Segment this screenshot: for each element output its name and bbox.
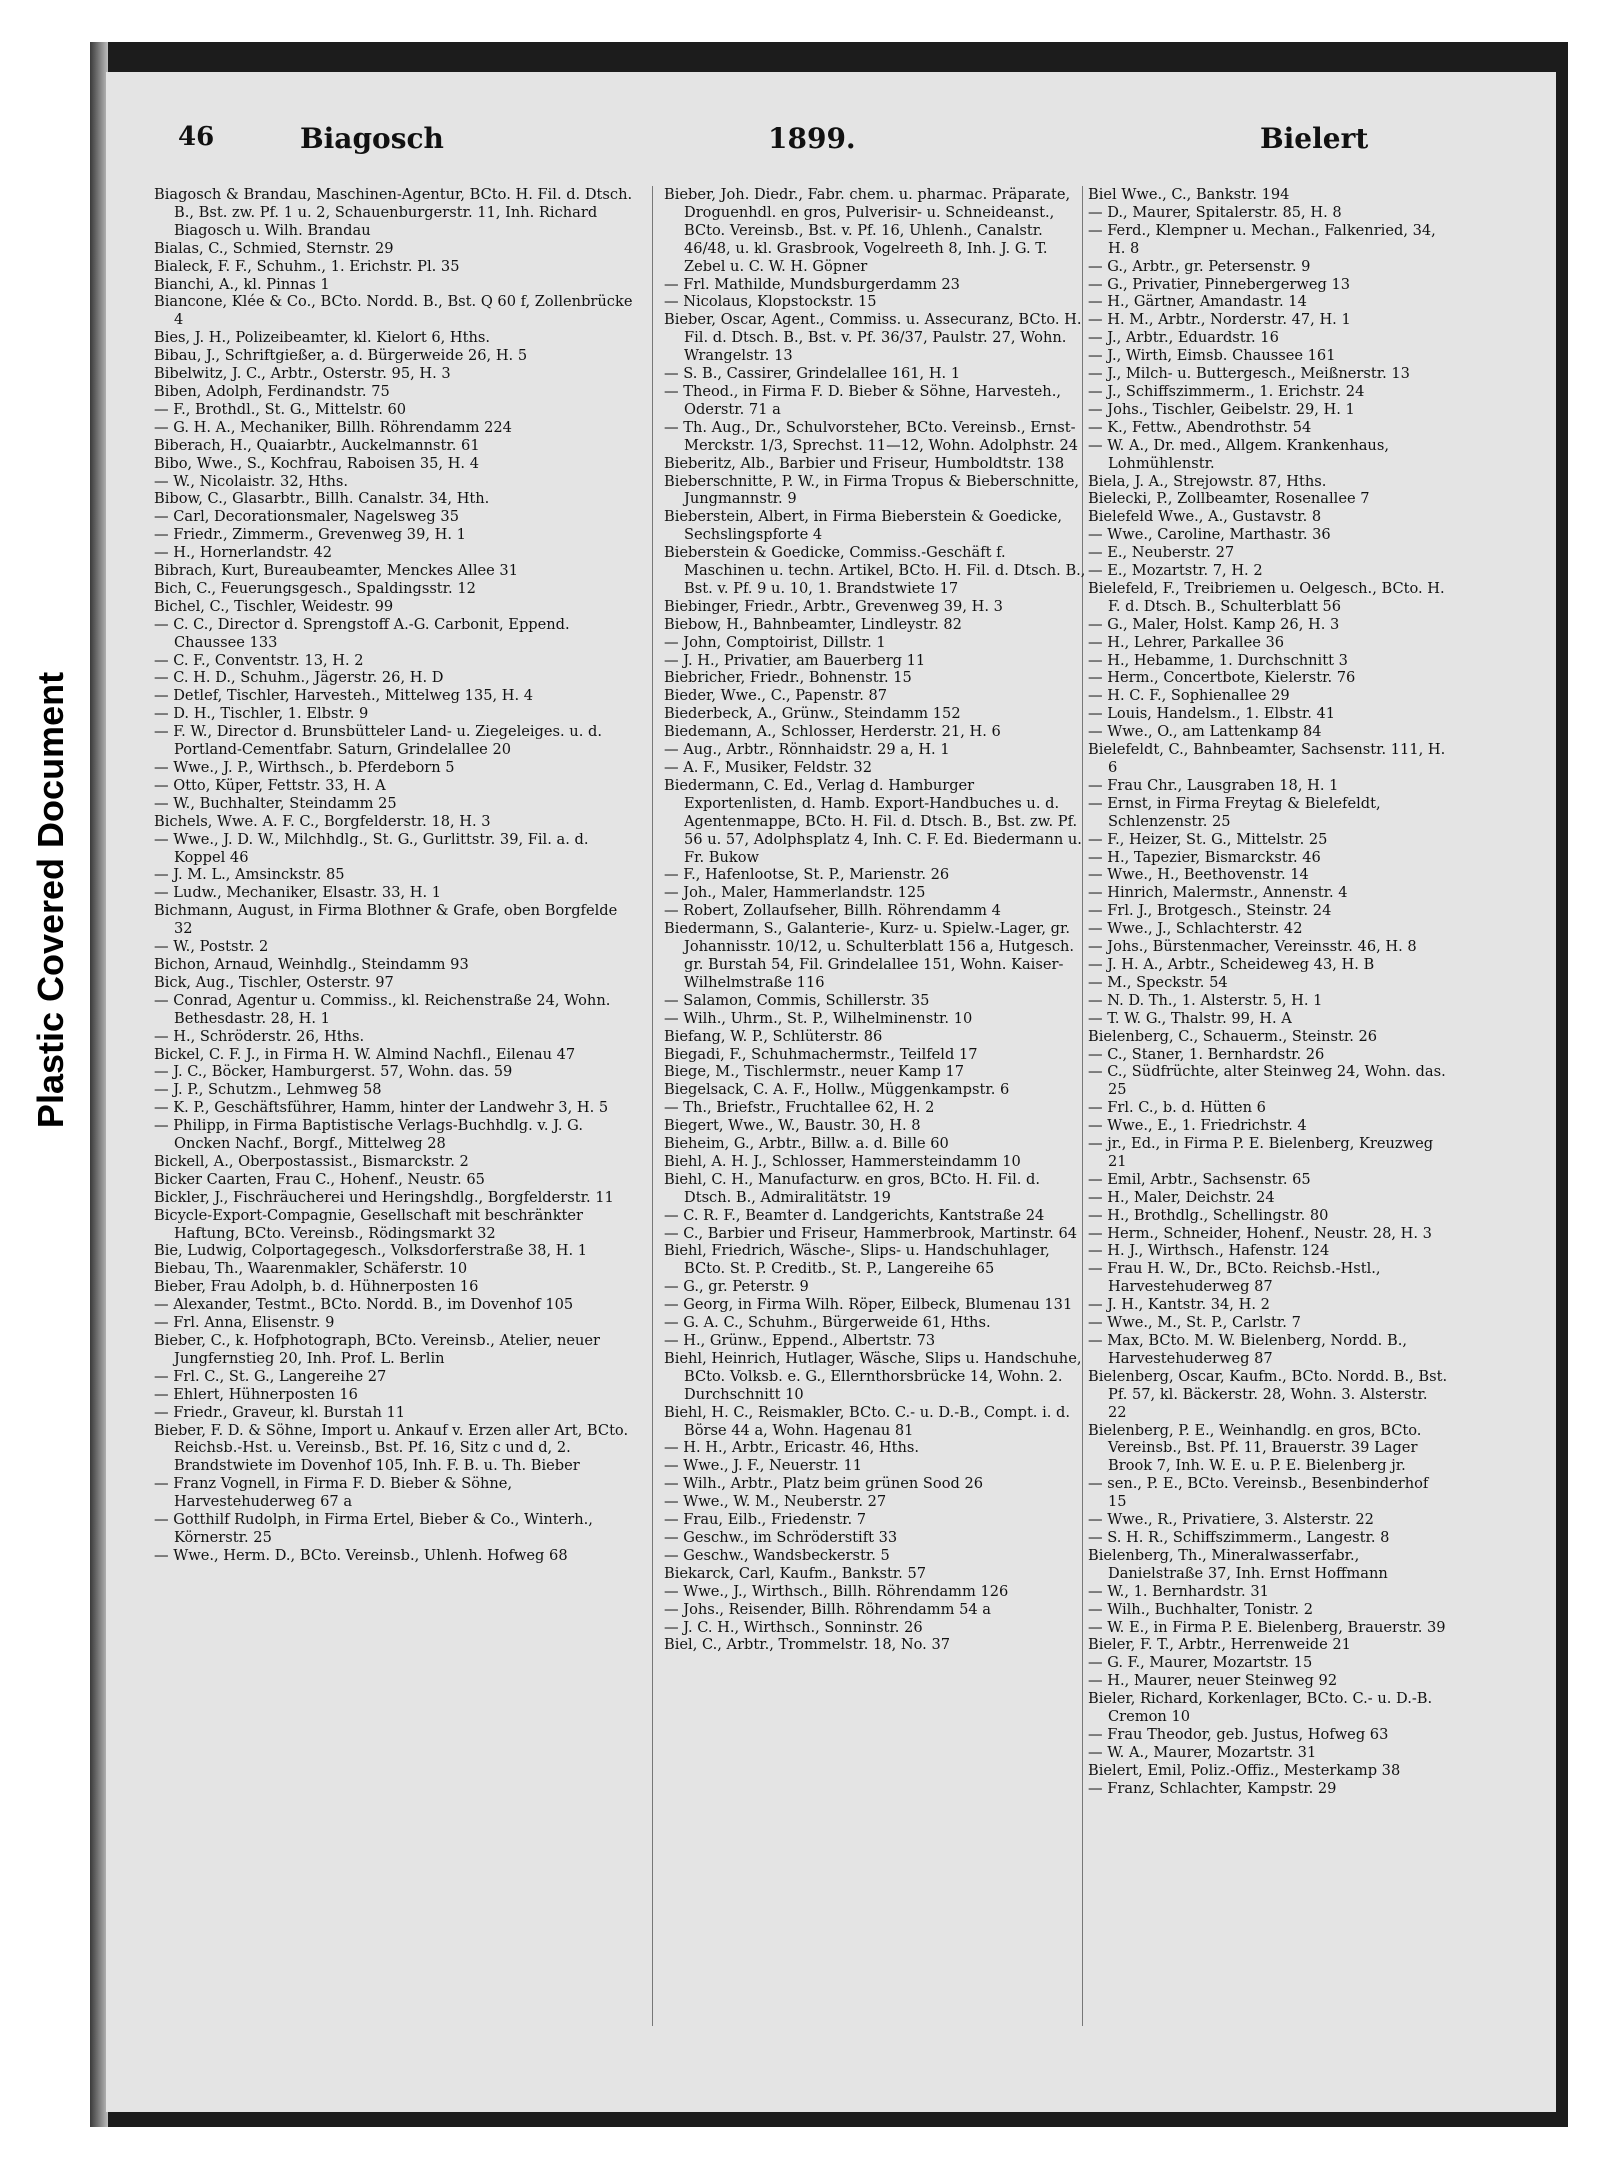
directory-entry: — Wwe., J. F., Neuerstr. 11 xyxy=(664,1457,863,1475)
directory-entry: — G. H. A., Mechaniker, Billh. Röhrendamm 224 xyxy=(154,418,512,436)
directory-entry: — Carl, Decorationsmaler, Nagelsweg 35 xyxy=(154,508,459,526)
directory-entry: Biel Wwe., C., Bankstr. 194 xyxy=(1088,186,1290,203)
directory-entry: — Wwe., H., Beethovenstr. 14 xyxy=(1088,866,1309,884)
right-running-head: Bielert xyxy=(1260,122,1369,155)
directory-entry: — M., Speckstr. 54 xyxy=(1088,973,1228,991)
directory-entry: Bieder, Wwe., C., Papenstr. 87 xyxy=(664,687,888,705)
directory-entry: Bieber, F. D. & Söhne, Import u. Ankauf v. Erzen aller Art, BCto. Reichsb.-Hst. u. Vereinsb., Bst. Pf. 16, Sitz c und d, 2. Brandstwiete im Dovenhof 105, Inh. F. B. u. Th. Bieber xyxy=(154,1421,629,1475)
directory-entry: — W., Poststr. 2 xyxy=(154,938,269,956)
directory-entry: Biedemann, A., Schlosser, Herderstr. 21, H. 6 xyxy=(664,723,1001,741)
directory-entry: — J., Milch- u. Buttergesch., Meißnerstr. 13 xyxy=(1088,365,1410,383)
directory-entry: Biehl, H. C., Reismakler, BCto. C.- u. D.-B., Compt. i. d. Börse 44 a, Wohn. Hagenau 81 xyxy=(664,1403,1071,1439)
directory-entry: — J. H., Kantstr. 34, H. 2 xyxy=(1088,1296,1270,1314)
directory-entry: — H., Lehrer, Parkallee 36 xyxy=(1088,633,1285,651)
directory-entry: — Wwe., E., 1. Friedrichstr. 4 xyxy=(1088,1117,1307,1135)
directory-entry: — C., Barbier und Friseur, Hammerbrook, Martinstr. 64 xyxy=(664,1224,1078,1242)
directory-entry: — Th. Aug., Dr., Schulvorsteher, BCto. Vereinsb., Ernst-Merckstr. 1/3, Sprechst. 11—12, Wohn. Adolphstr. 24 xyxy=(664,418,1079,454)
directory-entry: Bie, Ludwig, Colportagegesch., Volksdorferstraße 38, H. 1 xyxy=(154,1242,588,1260)
directory-entry: Biancone, Klée & Co., BCto. Nordd. B., Bst. Q 60 f, Zollenbrücke 4 xyxy=(154,293,633,329)
directory-entry: Biebau, Th., Waarenmakler, Schäferstr. 10 xyxy=(154,1260,468,1278)
directory-entry: — H., Grünw., Eppend., Albertstr. 73 xyxy=(664,1332,936,1349)
directory-entry: — Ehlert, Hühnerposten 16 xyxy=(154,1385,358,1403)
directory-entry: Bichon, Arnaud, Weinhdlg., Steindamm 93 xyxy=(154,955,469,973)
directory-entry: — H. M., Arbtr., Norderstr. 47, H. 1 xyxy=(1088,311,1351,329)
directory-entry: — Frau, Eilb., Friedenstr. 7 xyxy=(664,1511,867,1529)
directory-entry: Bielert, Emil, Poliz.-Offiz., Mesterkamp 38 xyxy=(1088,1761,1401,1779)
directory-entry: — Emil, Arbtr., Sachsenstr. 65 xyxy=(1088,1170,1311,1188)
directory-entry: — H., Tapezier, Bismarckstr. 46 xyxy=(1088,848,1321,866)
directory-entry: — Robert, Zollaufseher, Billh. Röhrendamm 4 xyxy=(664,902,1001,920)
directory-entry: — H. C. F., Sophienallee 29 xyxy=(1088,687,1290,705)
directory-entry: — Wwe., Caroline, Marthastr. 36 xyxy=(1088,526,1331,544)
directory-entry: Bichels, Wwe. A. F. C., Borgfelderstr. 18, H. 3 xyxy=(154,812,491,830)
directory-entry: — F., Brothdl., St. G., Mittelstr. 60 xyxy=(154,400,407,418)
directory-entry: — Alexander, Testmt., BCto. Nordd. B., im Dovenhof 105 xyxy=(154,1296,574,1314)
directory-entry: Bibrach, Kurt, Bureaubeamter, Menckes Allee 31 xyxy=(154,562,518,580)
page-number: 46 xyxy=(178,122,215,152)
directory-entry: Bieheim, G., Arbtr., Billw. a. d. Bille 60 xyxy=(664,1135,949,1153)
plastic-covered-text: Plastic Covered Document xyxy=(30,671,72,1129)
directory-entry: — Friedr., Graveur, kl. Burstah 11 xyxy=(154,1403,406,1421)
directory-entry: Bibelwitz, J. C., Arbtr., Osterstr. 95, H. 3 xyxy=(154,365,451,383)
directory-entry: — Detlef, Tischler, Harvesteh., Mittelweg 135, H. 4 xyxy=(154,687,534,705)
directory-entry: Biela, J. A., Strejowstr. 87, Hths. xyxy=(1088,472,1327,490)
directory-entry: Bieler, F. T., Arbtr., Herrenweide 21 xyxy=(1088,1636,1351,1654)
directory-entry: — Wwe., W. M., Neuberstr. 27 xyxy=(664,1493,887,1511)
directory-entry: — Joh., Maler, Hammerlandstr. 125 xyxy=(664,884,926,902)
directory-entry: — D., Maurer, Spitalerstr. 85, H. 8 xyxy=(1088,203,1342,221)
directory-entry: Bielefeld, F., Treibriemen u. Oelgesch., BCto. H. F. d. Dtsch. B., Schulterblatt 56 xyxy=(1088,579,1445,615)
directory-entry: — Louis, Handelsm., 1. Elbstr. 41 xyxy=(1088,705,1336,723)
directory-entry: — W., Buchhalter, Steindamm 25 xyxy=(154,794,397,812)
directory-entry: — Wwe., J., Schlachterstr. 42 xyxy=(1088,920,1303,938)
directory-entry: Bickell, A., Oberpostassist., Bismarckstr. 2 xyxy=(154,1152,469,1170)
directory-entry: — W. A., Dr. med., Allgem. Krankenhaus, Lohmühlenstr. xyxy=(1088,436,1389,472)
directory-entry: Biegert, Wwe., W., Baustr. 30, H. 8 xyxy=(664,1117,921,1135)
directory-entry: Bialas, C., Schmied, Sternstr. 29 xyxy=(154,239,394,257)
directory-entry: — H. H., Arbtr., Ericastr. 46, Hths. xyxy=(664,1439,920,1457)
directory-entry: — Geschw., im Schröderstift 33 xyxy=(664,1528,898,1546)
directory-entry: — Frau Chr., Lausgraben 18, H. 1 xyxy=(1088,776,1339,794)
directory-entry: — H., Hebamme, 1. Durchschnitt 3 xyxy=(1088,651,1348,669)
directory-entry: Bich, C., Feuerungsgesch., Spaldingsstr. 12 xyxy=(154,579,476,597)
directory-entry: — K. P., Geschäftsführer, Hamm, hinter der Landwehr 3, H. 5 xyxy=(154,1099,609,1117)
directory-entry: — J. H. A., Arbtr., Scheideweg 43, H. B xyxy=(1088,955,1375,973)
directory-entry: — H., Brothdlg., Schellingstr. 80 xyxy=(1088,1206,1329,1224)
directory-entry: Biehl, A. H. J., Schlosser, Hammersteindamm 10 xyxy=(664,1152,1021,1170)
directory-entry: — F., Hafenlootse, St. P., Marienstr. 26 xyxy=(664,866,950,884)
directory-entry: — John, Comptoirist, Dillstr. 1 xyxy=(664,633,886,651)
directory-entry: — jr., Ed., in Firma P. E. Bielenberg, Kreuzweg 21 xyxy=(1088,1135,1434,1170)
directory-entry: — J. C., Böcker, Hamburgerst. 57, Wohn. das. 59 xyxy=(154,1063,513,1081)
directory-entry: Bieber, Oscar, Agent., Commiss. u. Assecuranz, BCto. H. Fil. d. Dtsch. B., Bst. v. Pf. 36/37, Paulstr. 27, Wohn. Wrangelstr. 13 xyxy=(664,311,1082,365)
directory-column-1 xyxy=(154,186,634,2026)
directory-entry: — J. C. H., Wirthsch., Sonninstr. 26 xyxy=(664,1618,923,1636)
directory-entry: Biberach, H., Quaiarbtr., Auckelmannstr. 61 xyxy=(154,436,480,454)
directory-entry: Biege, M., Tischlermstr., neuer Kamp 17 xyxy=(664,1063,965,1081)
directory-entry: — W., 1. Bernhardstr. 31 xyxy=(1088,1582,1269,1600)
directory-entry: — C. H. D., Schuhm., Jägerstr. 26, H. D xyxy=(154,669,444,687)
directory-entry: Bieberitz, Alb., Barbier und Friseur, Humboldtstr. 138 xyxy=(664,454,1065,472)
directory-entry: — Friedr., Zimmerm., Grevenweg 39, H. 1 xyxy=(154,526,466,544)
directory-entry: — Aug., Arbtr., Rönnhaidstr. 29 a, H. 1 xyxy=(664,741,950,759)
directory-entry: Bielenberg, Oscar, Kaufm., BCto. Nordd. B., Bst. Pf. 57, kl. Bäckerstr. 28, Wohn. 3. Alsterstr. 22 xyxy=(1088,1367,1448,1421)
directory-entry: — Johs., Reisender, Billh. Röhrendamm 54 a xyxy=(664,1600,991,1618)
directory-entry: — W., Nicolaistr. 32, Hths. xyxy=(154,472,348,490)
directory-entry: Biben, Adolph, Ferdinandstr. 75 xyxy=(154,382,390,400)
directory-entry: — G., Maler, Holst. Kamp 26, H. 3 xyxy=(1088,615,1340,633)
directory-entry: — Frl. C., b. d. Hütten 6 xyxy=(1088,1099,1266,1117)
directory-entry: — G., Privatier, Pinnebergerweg 13 xyxy=(1088,275,1351,293)
directory-entry: — F. W., Director d. Brunsbütteler Land- u. Ziegeleiges. u. d. Portland-Cementfabr. Saturn, Grindelallee 20 xyxy=(154,723,602,759)
directory-entry: — Otto, Küper, Fettstr. 33, H. A xyxy=(154,776,386,794)
directory-entry: Biedermann, S., Galanterie-, Kurz- u. Spielw.-Lager, gr. Johannisstr. 10/12, u. Schulterblatt 156 a, Hutgesch. gr. Burstah 54, Fil. Grindelallee 151, Wohn. Kaiser-Wilhelmstraße 116 xyxy=(664,920,1075,991)
directory-entry: — Gotthilf Rudolph, in Firma Ertel, Bieber & Co., Winterh., Körnerstr. 25 xyxy=(154,1511,593,1546)
directory-column-3 xyxy=(1088,186,1448,2026)
directory-entry: — Ernst, in Firma Freytag & Bielefeldt, Schlenzenstr. 25 xyxy=(1088,794,1381,830)
directory-entry: — H., Maurer, neuer Steinweg 92 xyxy=(1088,1672,1338,1690)
directory-entry: — Wwe., J., Wirthsch., Billh. Röhrendamm 126 xyxy=(664,1582,1009,1600)
directory-entry: — sen., P. E., BCto. Vereinsb., Besenbinderhof 15 xyxy=(1088,1475,1429,1511)
directory-entry: — Nicolaus, Klopstockstr. 15 xyxy=(664,293,877,311)
directory-entry: — J. H., Privatier, am Bauerberg 11 xyxy=(664,651,926,669)
directory-entry: — Geschw., Wandsbeckerstr. 5 xyxy=(664,1546,890,1564)
directory-entry: Biebinger, Friedr., Arbtr., Grevenweg 39, H. 3 xyxy=(664,597,1003,615)
directory-entry: Biagosch & Brandau, Maschinen-Agentur, BCto. H. Fil. d. Dtsch. B., Bst. zw. Pf. 1 u. 2, Schauenburgerstr. 11, Inh. Richard Biagosch u. Wilh. Brandau xyxy=(154,186,633,239)
directory-entry: Bibo, Wwe., S., Kochfrau, Raboisen 35, H. 4 xyxy=(154,454,479,472)
directory-entry: — Hinrich, Malermstr., Annenstr. 4 xyxy=(1088,884,1348,902)
directory-entry: Bickler, J., Fischräucherei und Heringshdlg., Borgfelderstr. 11 xyxy=(154,1188,614,1206)
directory-entry: Bieberschnitte, P. W., in Firma Tropus & Bieberschnitte, Jungmannstr. 9 xyxy=(664,472,1080,508)
directory-entry: Bielefeld Wwe., A., Gustavstr. 8 xyxy=(1088,508,1322,526)
directory-entry: — J. M. L., Amsinckstr. 85 xyxy=(154,866,345,884)
directory-entry: Bieler, Richard, Korkenlager, BCto. C.- u. D.-B. Cremon 10 xyxy=(1088,1690,1433,1726)
directory-entry: Bichel, C., Tischler, Weidestr. 99 xyxy=(154,597,394,615)
directory-entry: — Philipp, in Firma Baptistische Verlags-Buchhdlg. v. J. G. Oncken Nachf., Borgf., Mittelweg 28 xyxy=(154,1117,583,1153)
directory-entry: Bielenberg, P. E., Weinhandlg. en gros, BCto. Vereinsb., Bst. Pf. 11, Brauerstr. 39 Lager Brook 7, Inh. W. E. u. P. E. Bielenberg jr. xyxy=(1088,1421,1422,1475)
directory-entry: — Wilh., Buchhalter, Tonistr. 2 xyxy=(1088,1600,1313,1618)
directory-entry: Bicycle-Export-Compagnie, Gesellschaft mit beschränkter Haftung, BCto. Vereinsb., Rödingsmarkt 32 xyxy=(154,1206,584,1242)
directory-entry: — E., Neuberstr. 27 xyxy=(1088,544,1235,562)
directory-entry: — Frl. J., Brotgesch., Steinstr. 24 xyxy=(1088,902,1332,920)
directory-entry: Bielenberg, Th., Mineralwasserfabr., Danielstraße 37, Inh. Ernst Hoffmann xyxy=(1088,1546,1388,1582)
directory-entry: — H., Maler, Deichstr. 24 xyxy=(1088,1188,1275,1206)
directory-entry: — H., Schröderstr. 26, Hths. xyxy=(154,1027,365,1045)
directory-entry: Bianchi, A., kl. Pinnas 1 xyxy=(154,275,330,293)
directory-entry: — Herm., Concertbote, Kielerstr. 76 xyxy=(1088,669,1356,687)
directory-entry: — C. C., Director d. Sprengstoff A.-G. Carbonit, Eppend. Chaussee 133 xyxy=(154,615,570,651)
directory-entry: — Wilh., Uhrm., St. P., Wilhelminenstr. 10 xyxy=(664,1009,973,1027)
directory-entry: Bickel, C. F. J., in Firma H. W. Almind Nachfl., Eilenau 47 xyxy=(154,1045,576,1063)
directory-entry: Bichmann, August, in Firma Blothner & Grafe, oben Borgfelde 32 xyxy=(154,902,618,938)
directory-entry: — C. R. F., Beamter d. Landgerichts, Kantstraße 24 xyxy=(664,1206,1045,1224)
directory-entry: — N. D. Th., 1. Alsterstr. 5, H. 1 xyxy=(1088,991,1323,1009)
directory-entry: — Georg, in Firma Wilh. Röper, Eilbeck, Blumenau 131 xyxy=(664,1296,1073,1314)
directory-entry: — Ferd., Klempner u. Mechan., Falkenried, 34, H. 8 xyxy=(1088,221,1436,257)
directory-entry: — Wwe., Herm. D., BCto. Vereinsb., Uhlenh. Hofweg 68 xyxy=(154,1546,568,1564)
directory-entry: Biegelsack, C. A. F., Hollw., Müggenkampstr. 6 xyxy=(664,1081,1010,1099)
directory-entry: Bieberstein, Albert, in Firma Bieberstein & Goedicke, Sechslingspforte 4 xyxy=(664,508,1062,544)
directory-entry: Bick, Aug., Tischler, Osterstr. 97 xyxy=(154,973,394,991)
directory-entry: — Wwe., J. D. W., Milchhdlg., St. G., Gurlittstr. 39, Fil. a. d. Koppel 46 xyxy=(154,830,589,866)
directory-entry: — H. J., Wirthsch., Hafenstr. 124 xyxy=(1088,1242,1330,1260)
directory-entry: — C. F., Conventstr. 13, H. 2 xyxy=(154,651,364,669)
directory-entry: — Wwe., M., St. P., Carlstr. 7 xyxy=(1088,1314,1301,1332)
directory-entry: — J. P., Schutzm., Lehmweg 58 xyxy=(154,1081,382,1099)
directory-entry: Bieber, Joh. Diedr., Fabr. chem. u. pharmac. Präparate, Droguenhdl. en gros, Pulverisir- u. Schneideanst., BCto. Vereinsb., Bst. v. Pf. 16, Uhlenh., Canalstr. 46/48, u. kl. Grasbrook, Vogelreeth 8, Inh. J. G. T. Zebel u. C. W. H. Göpner xyxy=(664,186,1071,275)
directory-entry: Biederbeck, A., Grünw., Steindamm 152 xyxy=(664,705,961,723)
directory-entry: — D. H., Tischler, 1. Elbstr. 9 xyxy=(154,705,369,723)
directory-entry: — A. F., Musiker, Feldstr. 32 xyxy=(664,759,872,776)
directory-entry: — Max, BCto. M. W. Bielenberg, Nordd. B., Harvestehuderweg 87 xyxy=(1088,1332,1407,1367)
directory-entry: — G., gr. Peterstr. 9 xyxy=(664,1278,809,1296)
directory-entry: — G. F., Maurer, Mozartstr. 15 xyxy=(1088,1654,1313,1672)
directory-entry: — J., Schiffszimmerm., 1. Erichstr. 24 xyxy=(1088,382,1365,400)
directory-entry: — H., Hornerlandstr. 42 xyxy=(154,544,333,562)
year-heading: 1899. xyxy=(768,122,856,155)
directory-entry: — Wwe., R., Privatiere, 3. Alsterstr. 22 xyxy=(1088,1511,1374,1529)
directory-entry: — E., Mozartstr. 7, H. 2 xyxy=(1088,562,1263,580)
directory-entry: — Frl. C., St. G., Langereihe 27 xyxy=(154,1367,387,1385)
directory-entry: Biebow, H., Bahnbeamter, Lindleystr. 82 xyxy=(664,615,962,633)
page-header xyxy=(0,122,1600,166)
directory-entry: — W. A., Maurer, Mozartstr. 31 xyxy=(1088,1743,1317,1761)
directory-entry: Bieberstein & Goedicke, Commiss.-Geschäft f. Maschinen u. techn. Artikel, BCto. H. Fil. d. Dtsch. B., Bst. v. Pf. 9 u. 10, 1. Brandstwiete 17 xyxy=(664,544,1086,597)
directory-entry: Bielenberg, C., Schauerm., Steinstr. 26 xyxy=(1088,1027,1378,1045)
directory-entry: Biekarck, Carl, Kaufm., Bankstr. 57 xyxy=(664,1564,927,1582)
directory-entry: Biedermann, C. Ed., Verlag d. Hamburger Exportenlisten, d. Hamb. Export-Handbuches u. d. Agentenmappe, BCto. H. Fil. d. Dtsch. B., Bst. zw. Pf. 56 u. 57, Adolphsplatz 4, Inh. C. F. Ed. Biedermann u. Fr. Bukow xyxy=(664,776,1082,866)
directory-entry: Biehl, Friedrich, Wäsche-, Slips- u. Handschuhlager, BCto. St. P. Creditb., St. P., Langereihe 65 xyxy=(664,1242,1050,1278)
directory-column-2 xyxy=(664,186,1090,2026)
directory-entry: — Conrad, Agentur u. Commiss., kl. Reichenstraße 24, Wohn. Bethesdastr. 28, H. 1 xyxy=(154,991,611,1027)
directory-entry: — Franz Vognell, in Firma F. D. Bieber & Söhne, Harvestehuderweg 67 a xyxy=(154,1475,513,1511)
directory-entry: — Salamon, Commis, Schillerstr. 35 xyxy=(664,991,930,1009)
directory-entry: — T. W. G., Thalstr. 99, H. A xyxy=(1088,1009,1292,1027)
directory-entry: Bibow, C., Glasarbtr., Billh. Canalstr. 34, Hth. xyxy=(154,490,490,508)
directory-entry: Bielefeldt, C., Bahnbeamter, Sachsenstr. 111, H. 6 xyxy=(1088,741,1446,776)
directory-entry: — Th., Briefstr., Fruchtallee 62, H. 2 xyxy=(664,1099,935,1117)
directory-entry: — Frau H. W., Dr., BCto. Reichsb.-Hstl., Harvestehuderweg 87 xyxy=(1088,1260,1381,1296)
directory-entry: — S. H. R., Schiffszimmerm., Langestr. 8 xyxy=(1088,1528,1390,1546)
directory-entry: — Johs., Tischler, Geibelstr. 29, H. 1 xyxy=(1088,400,1355,418)
directory-entry: — Wilh., Arbtr., Platz beim grünen Sood 26 xyxy=(664,1475,984,1493)
directory-entry: — Herm., Schneider, Hohenf., Neustr. 28, H. 3 xyxy=(1088,1224,1432,1242)
directory-entry: — Johs., Bürstenmacher, Vereinsstr. 46, H. 8 xyxy=(1088,938,1417,956)
directory-entry: — Frl. Mathilde, Mundsburgerdamm 23 xyxy=(664,275,960,293)
directory-entry: — G. A. C., Schuhm., Bürgerweide 61, Hths. xyxy=(664,1314,991,1332)
directory-entry: — Franz, Schlachter, Kampstr. 29 xyxy=(1088,1779,1337,1797)
directory-entry: — G., Arbtr., gr. Petersenstr. 9 xyxy=(1088,257,1311,275)
directory-entry: Biefang, W. P., Schlüterstr. 86 xyxy=(664,1027,883,1045)
directory-entry: — K., Fettw., Abendrothstr. 54 xyxy=(1088,418,1312,436)
directory-entry: Bies, J. H., Polizeibeamter, kl. Kielort 6, Hths. xyxy=(154,329,491,347)
directory-entry: Bicker Caarten, Frau C., Hohenf., Neustr. 65 xyxy=(154,1170,485,1188)
directory-entry: — Wwe., O., am Lattenkamp 84 xyxy=(1088,723,1322,741)
directory-entry: — C., Staner, 1. Bernhardstr. 26 xyxy=(1088,1045,1325,1063)
directory-entry: — C., Südfrüchte, alter Steinweg 24, Wohn. das. 25 xyxy=(1088,1063,1446,1099)
directory-entry: Biehl, C. H., Manufacturw. en gros, BCto. H. Fil. d. Dtsch. B., Admiralitätstr. 19 xyxy=(664,1170,1041,1206)
directory-entry: Biebricher, Friedr., Bohnenstr. 15 xyxy=(664,669,912,687)
directory-entry: — Theod., in Firma F. D. Bieber & Söhne, Harvesteh., Oderstr. 71 a xyxy=(664,382,1061,418)
column-divider xyxy=(652,186,653,2026)
directory-entry: — Wwe., J. P., Wirthsch., b. Pferdeborn 5 xyxy=(154,759,455,776)
directory-entry: — S. B., Cassirer, Grindelallee 161, H. 1 xyxy=(664,365,961,383)
directory-entry: — J., Arbtr., Eduardstr. 16 xyxy=(1088,329,1279,347)
directory-entry: Biel, C., Arbtr., Trommelstr. 18, No. 37 xyxy=(664,1636,951,1654)
directory-entry: Bialeck, F. F., Schuhm., 1. Erichstr. Pl. 35 xyxy=(154,257,460,275)
directory-entry: Biehl, Heinrich, Hutlager, Wäsche, Slips u. Handschuhe, BCto. Volksb. e. G., Ellernthorsbrücke 14, Wohn. 2. Durchschnitt 10 xyxy=(664,1349,1082,1403)
plastic-covered-label xyxy=(18,520,84,1280)
directory-entry: — Ludw., Mechaniker, Elsastr. 33, H. 1 xyxy=(154,884,442,902)
left-running-head: Biagosch xyxy=(300,122,444,155)
directory-entry: Bieber, C., k. Hofphotograph, BCto. Vereinsb., Atelier, neuer Jungfernstieg 20, Inh. Prof. L. Berlin xyxy=(154,1332,601,1367)
directory-entry: — H., Gärtner, Amandastr. 14 xyxy=(1088,293,1307,311)
directory-entry: Bieber, Frau Adolph, b. d. Hühnerposten 16 xyxy=(154,1278,479,1296)
directory-entry: — W. E., in Firma P. E. Bielenberg, Brauerstr. 39 xyxy=(1088,1618,1446,1636)
directory-entry: — J., Wirth, Eimsb. Chaussee 161 xyxy=(1088,347,1336,365)
directory-entry: — Frau Theodor, geb. Justus, Hofweg 63 xyxy=(1088,1725,1389,1743)
directory-entry: — Frl. Anna, Elisenstr. 9 xyxy=(154,1314,335,1332)
directory-entry: Biegadi, F., Schuhmachermstr., Teilfeld 17 xyxy=(664,1045,978,1063)
directory-entry: Bielecki, P., Zollbeamter, Rosenallee 7 xyxy=(1088,490,1370,508)
directory-entry: Bibau, J., Schriftgießer, a. d. Bürgerweide 26, H. 5 xyxy=(154,347,528,365)
directory-entry: — F., Heizer, St. G., Mittelstr. 25 xyxy=(1088,830,1328,848)
